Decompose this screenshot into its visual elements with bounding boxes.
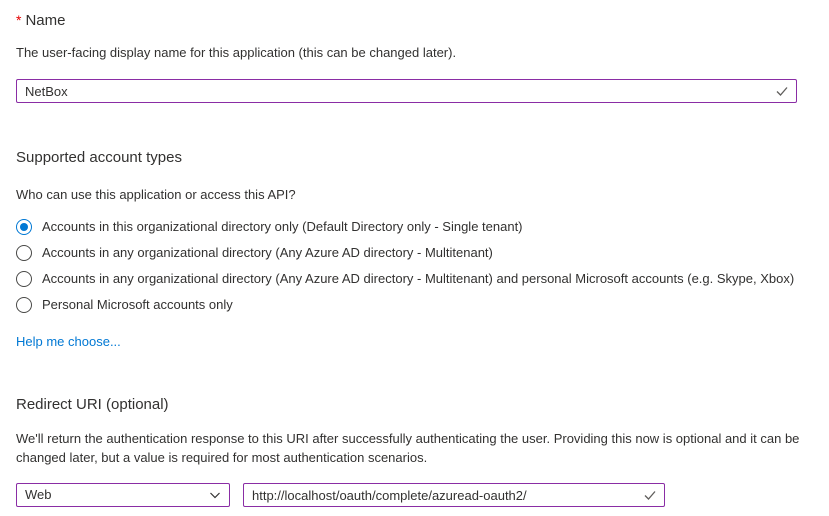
radio-option-label: Accounts in this organizational directory only (Default Directory only - Single tenant) — [42, 219, 523, 234]
redirect-uri-row — [16, 483, 797, 507]
required-marker: * — [16, 12, 22, 28]
account-types-radio-group — [16, 214, 797, 318]
name-field-wrap — [16, 79, 797, 103]
help-me-choose-link[interactable]: Help me choose... — [16, 334, 121, 349]
name-label: Name — [25, 12, 66, 29]
radio-option-label: Accounts in any organizational directory (Any Azure AD directory - Multitenant) and personal Microsoft accounts (e.g. Skype, Xbox) — [42, 271, 795, 286]
redirect-uri-field-wrap — [243, 483, 665, 507]
radio-option-multitenant[interactable] — [16, 240, 797, 266]
radio-button-icon[interactable] — [16, 219, 32, 235]
platform-select[interactable]: Web — [16, 483, 230, 507]
radio-option-label: Accounts in any organizational directory (Any Azure AD directory - Multitenant) — [42, 245, 493, 260]
radio-button-icon[interactable] — [16, 297, 32, 313]
name-description: The user-facing display name for this application (this can be changed later). — [16, 45, 457, 60]
redirect-uri-input[interactable] — [243, 483, 665, 507]
redirect-uri-description: We'll return the authentication response to this URI after successfully authenticating the user. Providing this now is optional and it can be changed later, but a value is required for most authentication scenarios. — [16, 431, 800, 465]
platform-select-wrap — [16, 483, 230, 507]
name-section-title — [16, 10, 797, 31]
radio-option-label: Personal Microsoft accounts only — [42, 297, 233, 312]
radio-button-icon[interactable] — [16, 271, 32, 287]
account-types-question: Who can use this application or access this API? — [16, 187, 296, 202]
radio-option-multitenant-personal[interactable] — [16, 266, 797, 292]
radio-button-icon[interactable] — [16, 245, 32, 261]
redirect-uri-title: Redirect URI (optional) — [16, 396, 169, 413]
name-input[interactable] — [16, 79, 797, 103]
account-types-title: Supported account types — [16, 149, 182, 166]
radio-option-personal-only[interactable] — [16, 292, 797, 318]
radio-option-single-tenant[interactable] — [16, 214, 797, 240]
